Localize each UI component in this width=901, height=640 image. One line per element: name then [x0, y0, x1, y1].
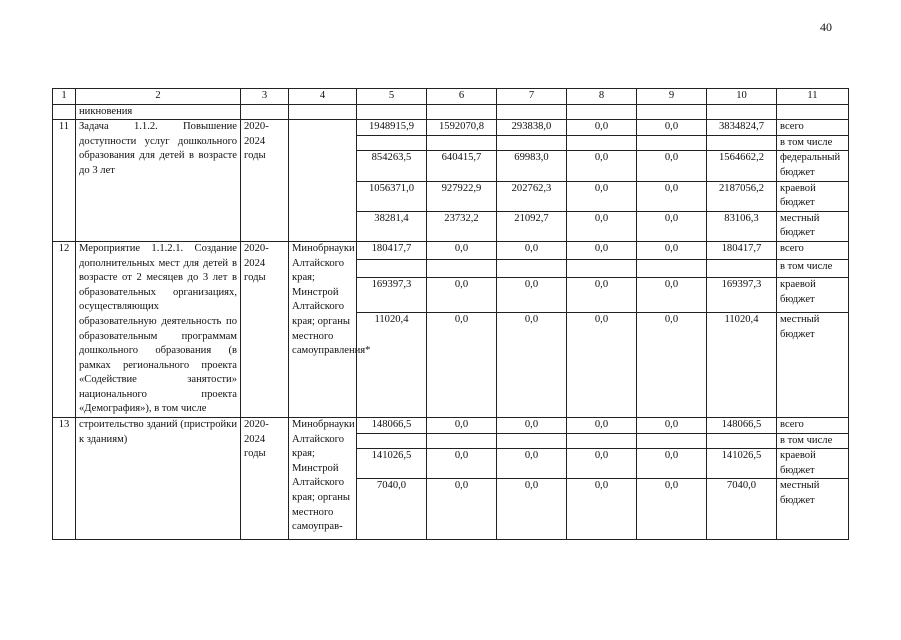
- source-cell: местный бюджет: [777, 313, 849, 418]
- value-cell: 0,0: [637, 241, 707, 259]
- value-cell: 0,0: [427, 241, 497, 259]
- header-cell: 2: [76, 89, 241, 105]
- value-cell: 927922,9: [427, 181, 497, 211]
- header-cell: 10: [707, 89, 777, 105]
- header-cell: 5: [357, 89, 427, 105]
- value-cell: 0,0: [567, 181, 637, 211]
- value-cell: 0,0: [637, 181, 707, 211]
- source-cell: в том числе: [777, 135, 849, 151]
- value-cell: 0,0: [637, 211, 707, 241]
- continuation-text: никновения: [76, 104, 241, 120]
- source-cell: всего: [777, 241, 849, 259]
- value-cell: 0,0: [567, 449, 637, 479]
- value-cell: 0,0: [637, 278, 707, 313]
- row-years: 2020-2024 годы: [241, 120, 289, 242]
- value-cell: 0,0: [497, 479, 567, 540]
- value-cell: 640415,7: [427, 151, 497, 181]
- continuation-row: [53, 104, 849, 120]
- header-cell: 1: [53, 89, 76, 105]
- value-cell: 23732,2: [427, 211, 497, 241]
- value-cell: 0,0: [497, 241, 567, 259]
- header-cell: 11: [777, 89, 849, 105]
- source-cell: краевой бюджет: [777, 278, 849, 313]
- value-cell: 1592070,8: [427, 120, 497, 136]
- value-cell: 148066,5: [357, 418, 427, 434]
- header-cell: 4: [289, 89, 357, 105]
- value-cell: 0,0: [637, 449, 707, 479]
- value-cell: 69983,0: [497, 151, 567, 181]
- source-cell: местный бюджет: [777, 479, 849, 540]
- value-cell: 1948915,9: [357, 120, 427, 136]
- value-cell: 0,0: [637, 418, 707, 434]
- table-row: [53, 418, 849, 434]
- value-cell: 83106,3: [707, 211, 777, 241]
- row-years: 2020-2024 годы: [241, 241, 289, 417]
- table-row: [53, 241, 849, 259]
- value-cell: 0,0: [427, 278, 497, 313]
- row-name: Задача 1.1.2. Повышение доступности услуг дошкольного образования для детей в возрасте до 3 лет: [76, 120, 241, 242]
- row-executor: Минобрнауки Алтайского края; Минстрой Алтайского края; органы местного самоуправ-: [289, 418, 357, 540]
- value-cell: 0,0: [427, 418, 497, 434]
- value-cell: 854263,5: [357, 151, 427, 181]
- value-cell: 0,0: [427, 313, 497, 418]
- value-cell: 38281,4: [357, 211, 427, 241]
- value-cell: 0,0: [567, 211, 637, 241]
- value-cell: 0,0: [567, 120, 637, 136]
- value-cell: 3834824,7: [707, 120, 777, 136]
- value-cell: 0,0: [567, 479, 637, 540]
- value-cell: 0,0: [567, 151, 637, 181]
- value-cell: 141026,5: [707, 449, 777, 479]
- header-cell: 6: [427, 89, 497, 105]
- value-cell: 202762,3: [497, 181, 567, 211]
- value-cell: 0,0: [567, 241, 637, 259]
- value-cell: 169397,3: [357, 278, 427, 313]
- header-cell: 8: [567, 89, 637, 105]
- value-cell: 0,0: [567, 278, 637, 313]
- page-number: 40: [820, 20, 832, 34]
- value-cell: 0,0: [567, 313, 637, 418]
- row-name: строительство зданий (пристройки к зданиям): [76, 418, 241, 540]
- value-cell: 7040,0: [707, 479, 777, 540]
- source-cell: краевой бюджет: [777, 449, 849, 479]
- row-name: Мероприятие 1.1.2.1. Создание дополнительных мест для детей в возрасте от 2 месяцев до 3 лет в образовательных организациях, осуществляющих образовательную деятельность по образовательным программам дошкольного образования (в рамках регионального проекта «Содействие занятости» национального проекта «Демография»), в том числе: [76, 241, 241, 417]
- value-cell: 1056371,0: [357, 181, 427, 211]
- program-finance-table: [52, 88, 849, 540]
- row-number: 13: [53, 418, 76, 540]
- value-cell: 0,0: [637, 120, 707, 136]
- source-cell: краевой бюджет: [777, 181, 849, 211]
- source-cell: федеральный бюджет: [777, 151, 849, 181]
- value-cell: 11020,4: [707, 313, 777, 418]
- value-cell: 7040,0: [357, 479, 427, 540]
- value-cell: 0,0: [567, 418, 637, 434]
- row-executor: [289, 120, 357, 242]
- row-executor: Минобрнауки Алтайского края; Минстрой Алтайского края; органы местного самоуправления*: [289, 241, 357, 417]
- value-cell: 293838,0: [497, 120, 567, 136]
- header-row: [53, 89, 849, 105]
- value-cell: 180417,7: [357, 241, 427, 259]
- source-cell: в том числе: [777, 260, 849, 278]
- value-cell: 21092,7: [497, 211, 567, 241]
- value-cell: 169397,3: [707, 278, 777, 313]
- row-number: 12: [53, 241, 76, 417]
- value-cell: 0,0: [497, 449, 567, 479]
- value-cell: 11020,4: [357, 313, 427, 418]
- value-cell: 0,0: [427, 449, 497, 479]
- header-cell: 3: [241, 89, 289, 105]
- value-cell: 148066,5: [707, 418, 777, 434]
- value-cell: 0,0: [637, 151, 707, 181]
- header-cell: 7: [497, 89, 567, 105]
- source-cell: всего: [777, 418, 849, 434]
- value-cell: 1564662,2: [707, 151, 777, 181]
- source-cell: в том числе: [777, 433, 849, 449]
- source-cell: местный бюджет: [777, 211, 849, 241]
- value-cell: 0,0: [497, 313, 567, 418]
- value-cell: 180417,7: [707, 241, 777, 259]
- header-cell: 9: [637, 89, 707, 105]
- value-cell: 0,0: [427, 479, 497, 540]
- value-cell: 2187056,2: [707, 181, 777, 211]
- row-years: 2020-2024 годы: [241, 418, 289, 540]
- value-cell: 0,0: [497, 418, 567, 434]
- row-number: 11: [53, 120, 76, 242]
- value-cell: 0,0: [637, 479, 707, 540]
- value-cell: 0,0: [637, 313, 707, 418]
- value-cell: 0,0: [497, 278, 567, 313]
- value-cell: 141026,5: [357, 449, 427, 479]
- table-row: [53, 120, 849, 136]
- source-cell: всего: [777, 120, 849, 136]
